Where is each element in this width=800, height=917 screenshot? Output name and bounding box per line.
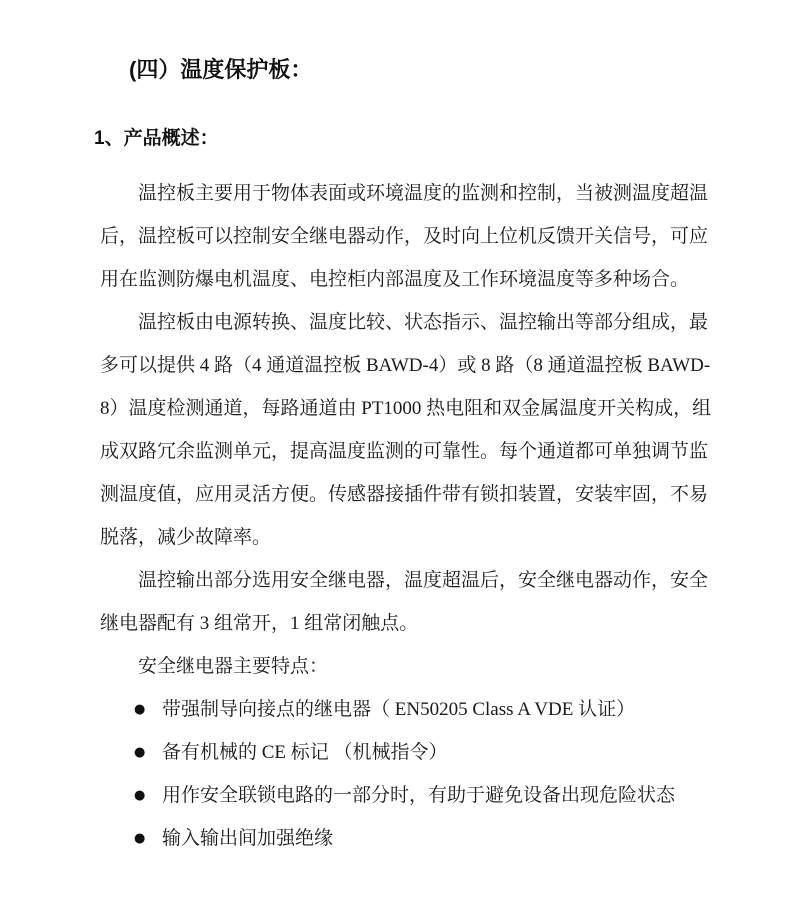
paragraph-line: 测温度值，应用灵活方便。传感器接插件带有锁扣装置，安装牢固，不易: [100, 484, 709, 505]
feature-text: 输入输出间加强绝缘: [162, 828, 334, 849]
paragraph-line: 温控输出部分选用安全继电器，温度超温后，安全继电器动作，安全: [138, 570, 709, 591]
paragraph-line: 脱落，减少故障率。: [100, 527, 272, 548]
document-body: [100, 172, 712, 860]
paragraph-line: 成双路冗余监测单元，提高温度监测的可靠性。每个通道都可单独调节监: [100, 441, 709, 462]
feature-item: [100, 774, 700, 817]
paragraph-line: 温控板由电源转换、温度比较、状态指示、温控输出等部分组成，最: [138, 312, 709, 333]
paragraph-line: 安全继电器主要特点：: [138, 656, 329, 677]
bullet-icon: ●: [134, 702, 146, 717]
bullet-icon: ●: [134, 745, 146, 760]
feature-item: [100, 688, 700, 731]
feature-text: 备有机械的 CE 标记 （机械指令）: [162, 742, 448, 763]
feature-bullet-list: [100, 688, 700, 860]
paragraph: [100, 301, 712, 559]
feature-text: 用作安全联锁电路的一部分时，有助于避免设备出现危险状态: [162, 785, 676, 806]
paragraph: [100, 559, 709, 645]
bullet-icon: ●: [134, 831, 146, 846]
feature-item: [100, 817, 700, 860]
body-paragraphs: [100, 172, 712, 688]
feature-item: [100, 731, 700, 774]
paragraph-line: 继电器配有 3 组常开，1 组常闭触点。: [100, 613, 419, 634]
paragraph: [100, 172, 709, 301]
subsection-heading: 1、产品概述：: [94, 128, 219, 149]
feature-text: 带强制导向接点的继电器（ EN50205 Class A VDE 认证）: [162, 699, 636, 720]
paragraph-line: 温控板主要用于物体表面或环境温度的监测和控制，当被测温度超温: [138, 183, 709, 204]
paragraph: [100, 645, 700, 688]
paragraph-line: 多可以提供 4 路（4 通道温控板 BAWD-4）或 8 路（8 通道温控板 BAWD-: [100, 355, 711, 376]
paragraph-line: 8）温度检测通道，每路通道由 PT1000 热电阻和双金属温度开关构成，组: [100, 398, 712, 419]
section-title: (四）温度保护板：: [129, 57, 313, 82]
paragraph-line: 后，温控板可以控制安全继电器动作，及时向上位机反馈开关信号，可应: [100, 226, 709, 247]
paragraph-line: 用在监测防爆电机温度、电控柜内部温度及工作环境温度等多种场合。: [100, 269, 690, 290]
bullet-icon: ●: [134, 788, 146, 803]
